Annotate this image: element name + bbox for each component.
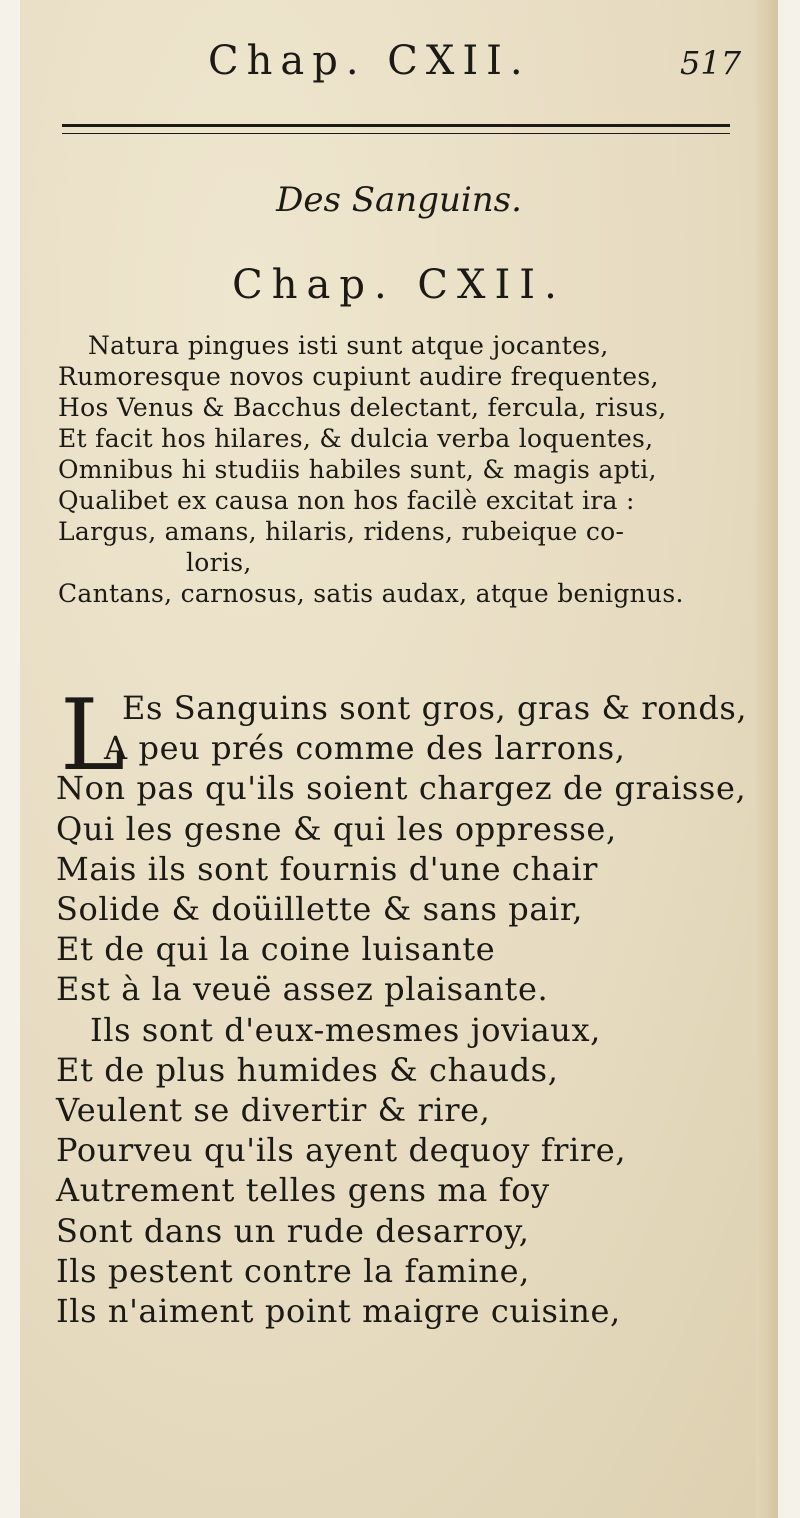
- poem-line: Ils sont d'eux-mesmes joviaux,: [90, 1010, 601, 1049]
- section-title: Des Sanguins.: [276, 180, 522, 220]
- poem-line: Ils n'aiment point maigre cuisine,: [56, 1292, 621, 1331]
- poem-line: Qui les gesne & qui les oppresse,: [56, 809, 617, 848]
- poem-line: Ils pestent contre la famine,: [56, 1251, 530, 1290]
- poem-line: Es Sanguins sont gros, gras & ronds,: [122, 689, 748, 727]
- latin-line: Et facit hos hilares, & dulcia verba loquentes,: [58, 424, 654, 453]
- latin-verse: [58, 330, 758, 609]
- poem-line: Et de plus humides & chauds,: [56, 1050, 559, 1089]
- poem-line: Et de qui la coine luisante: [56, 930, 496, 969]
- page-header: [20, 30, 778, 90]
- poem-line: Est à la veuë assez plaisante.: [56, 970, 549, 1009]
- poem-line: Non pas qu'ils soient chargez de graisse,: [56, 769, 747, 808]
- running-title: Chap. CXII.: [208, 38, 531, 84]
- latin-line: Hos Venus & Bacchus delectant, fercula, risus,: [58, 393, 667, 422]
- page-number: 517: [680, 44, 742, 82]
- poem-line: Autrement telles gens ma foy: [56, 1171, 550, 1210]
- poem-line: Pourveu qu'ils ayent dequoy frire,: [56, 1131, 627, 1170]
- poem-line: Mais ils sont fournis d'une chair: [56, 849, 599, 888]
- latin-line: Cantans, carnosus, satis audax, atque benignus.: [58, 579, 684, 608]
- book-page: [20, 0, 778, 1518]
- latin-line: Qualibet ex causa non hos facilè excitat ira :: [58, 486, 635, 515]
- drop-cap: L: [60, 679, 126, 793]
- poem-line: A peu prés comme des larrons,: [104, 729, 626, 768]
- latin-line: loris,: [186, 548, 252, 577]
- poem-line: Sont dans un rude desarroy,: [56, 1211, 530, 1250]
- latin-line: Natura pingues isti sunt atque jocantes,: [88, 331, 609, 360]
- chapter-heading: Chap. CXII.: [232, 262, 566, 308]
- latin-line: Rumoresque novos cupiunt audire frequentes,: [58, 362, 659, 391]
- poem-line: Solide & doüillette & sans pair,: [56, 890, 584, 929]
- poem-line: Veulent se divertir & rire,: [56, 1091, 491, 1130]
- latin-line: Largus, amans, hilaris, ridens, rubeique co-: [58, 517, 625, 546]
- latin-line: Omnibus hi studiis habiles sunt, & magis apti,: [58, 455, 657, 484]
- header-rule: [62, 124, 730, 134]
- french-poem: [56, 679, 766, 1331]
